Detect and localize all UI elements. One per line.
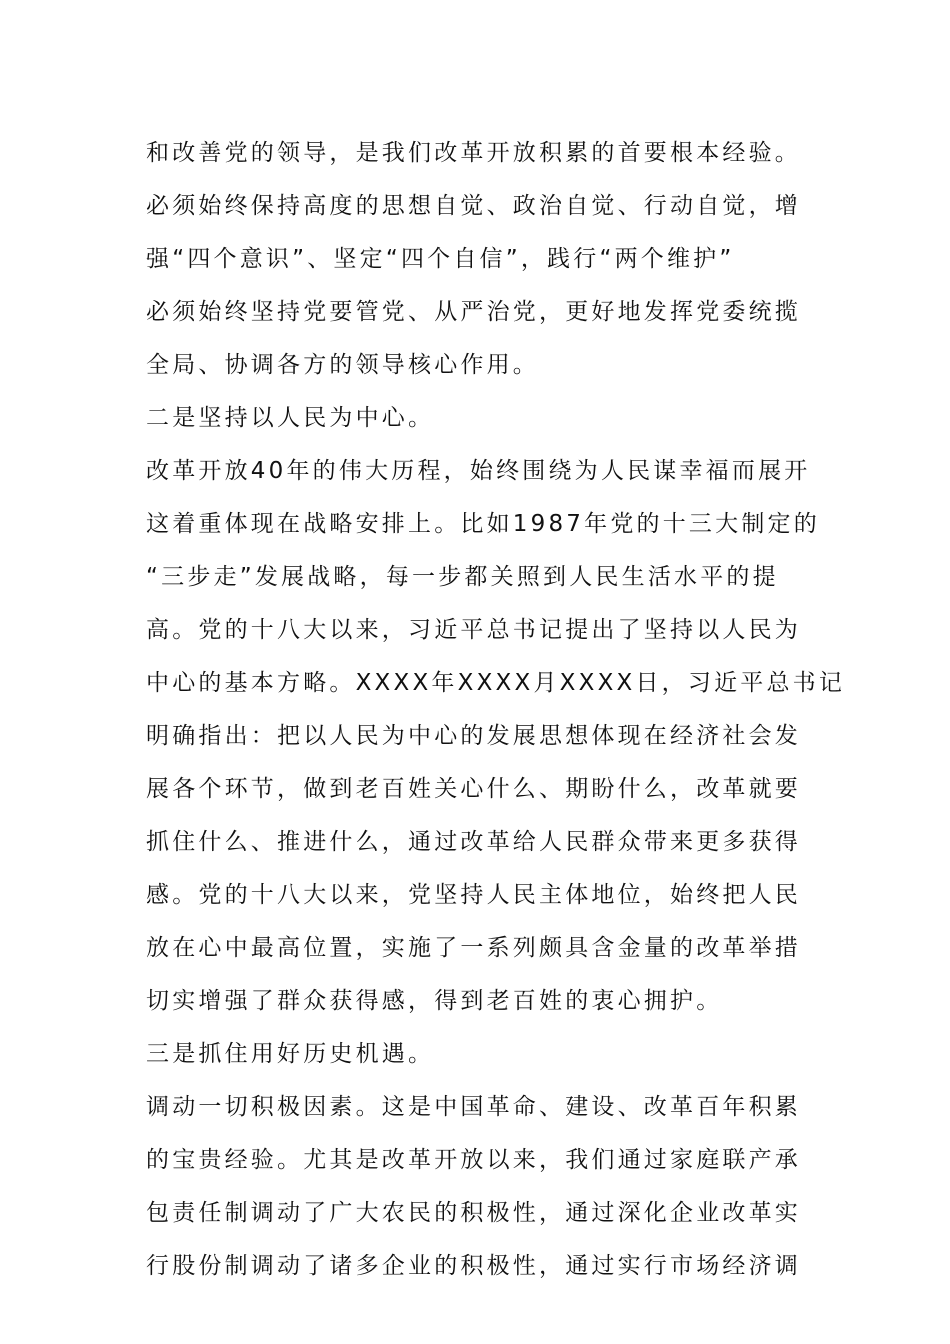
text-line: 感。党的十八大以来，党坚持人民主体地位，始终把人民 (146, 882, 801, 908)
text-line: 放在心中最高位置，实施了一系列颇具含金量的改革举措 (146, 935, 801, 961)
section-heading: 二是坚持以人民为中心。 (146, 405, 435, 431)
text-line: 包责任制调动了广大农民的积极性，通过深化企业改革实 (146, 1200, 801, 1226)
text-line: “三步走”发展战略，每一步都关照到人民生活水平的提 (146, 564, 779, 590)
text-line: 必须始终坚持党要管党、从严治党，更好地发挥党委统揽 (146, 299, 801, 325)
text-line: 行股份制调动了诸多企业的积极性，通过实行市场经济调 (146, 1253, 801, 1279)
text-line: 的宝贵经验。尤其是改革开放以来，我们通过家庭联产承 (146, 1147, 801, 1173)
text-line: 和改善党的领导，是我们改革开放积累的首要根本经验。 (146, 140, 801, 166)
text-line: 调动一切积极因素。这是中国革命、建设、改革百年积累 (146, 1094, 801, 1120)
text-line: 展各个环节，做到老百姓关心什么、期盼什么，改革就要 (146, 776, 801, 802)
text-line: 强“四个意识”、坚定“四个自信”，践行“两个维护” (146, 246, 735, 272)
text-line: 高。党的十八大以来，习近平总书记提出了坚持以人民为 (146, 617, 801, 643)
text-line: 中心的基本方略。XXXX年XXXX月XXXX日，习近平总书记 (146, 670, 846, 696)
text-line: 必须始终保持高度的思想自觉、政治自觉、行动自觉，增 (146, 193, 801, 219)
body-text (146, 127, 846, 1293)
text-line: 抓住什么、推进什么，通过改革给人民群众带来更多获得 (146, 829, 801, 855)
section-heading: 三是抓住用好历史机遇。 (146, 1041, 435, 1067)
text-line: 明确指出：把以人民为中心的发展思想体现在经济社会发 (146, 723, 801, 749)
text-line: 切实增强了群众获得感，得到老百姓的衷心拥护。 (146, 988, 723, 1014)
text-line: 改革开放40年的伟大历程，始终围绕为人民谋幸福而展开 (146, 458, 811, 484)
text-line: 这着重体现在战略安排上。比如1987年党的十三大制定的 (146, 511, 820, 537)
text-line: 全局、协调各方的领导核心作用。 (146, 352, 539, 378)
